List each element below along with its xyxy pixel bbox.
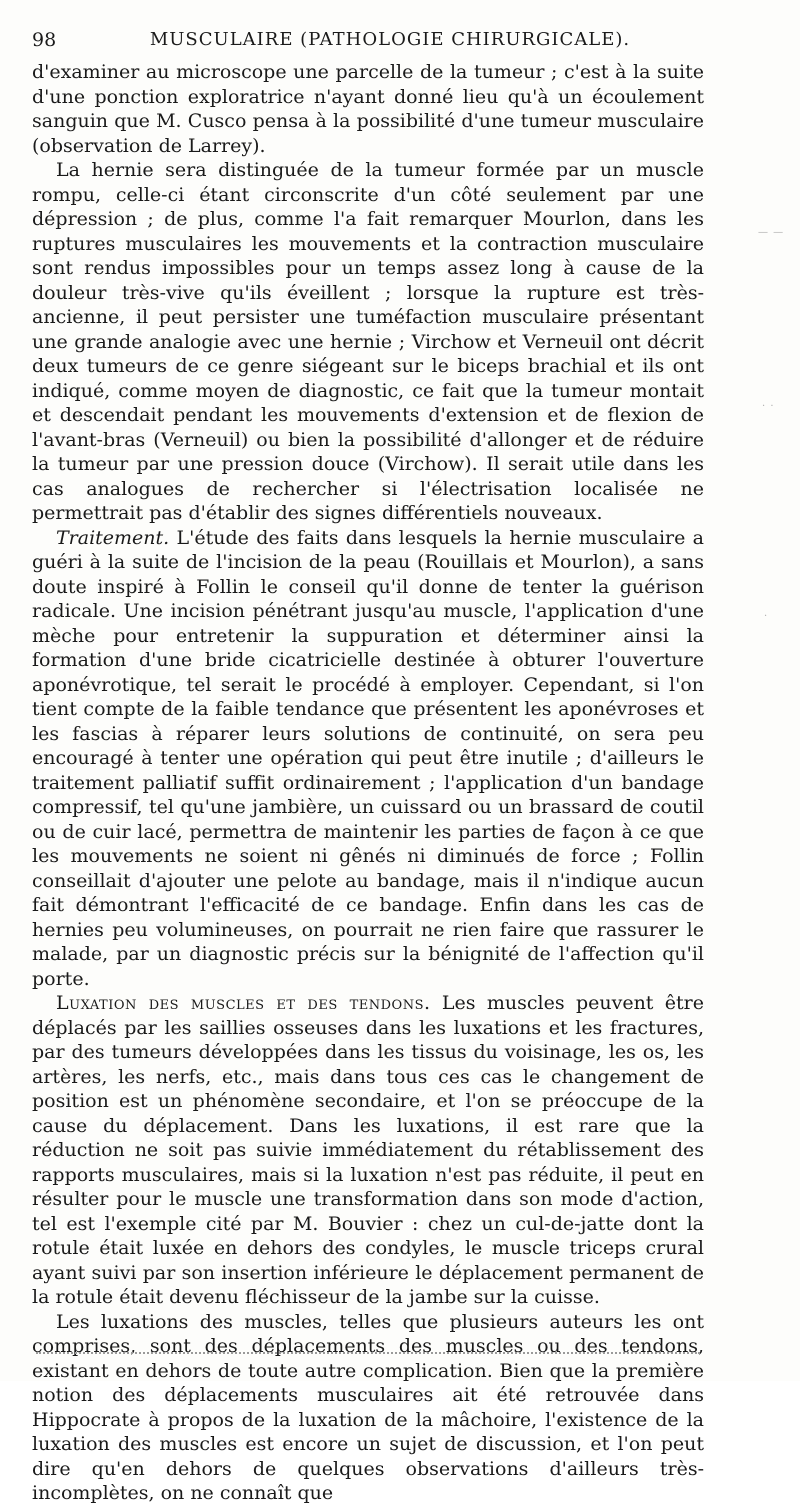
section-heading-luxation: Luxation des muscles et des tendons. <box>56 992 431 1014</box>
paragraph-luxation <box>32 991 704 1310</box>
paragraph-diagnosis: La hernie sera distinguée de la tumeur formée par un muscle rompu, celle-ci étant circonscrite d'un côté seulement par une dépression ; de plus, comme l'a fait remarquer Mourlon, dans les ruptures musculaires les mouvements et la contraction musculaire sont rendus impossibles pour un temps assez long à cause de la douleur très-vive qu'ils éveillent ; lorsque la rupture est très-ancienne, il peut persister une tuméfaction musculaire présentant une grande analogie avec une hernie ; Virchow et Verneuil ont décrit deux tumeurs de ce genre siégeant sur le biceps brachial et ils ont indiqué, comme moyen de diagnostic, ce fait que la tumeur montait et descendait pendant les mouvements d'extension et de flexion de l'avant-bras (Verneuil) ou bien la possibilité d'allonger et de réduire la tumeur par une pression douce (Virchow). Il serait utile dans les cas analogues de rechercher si l'électrisation localisée ne permettrait pas d'établir des signes différentiels nouveaux. <box>32 159 704 524</box>
margin-speck: · · <box>762 401 775 412</box>
footer-dotted-rule <box>36 1352 700 1354</box>
body-text <box>32 60 704 1506</box>
paragraph-treatment <box>32 526 704 992</box>
luxation-text: Les muscles peuvent être déplacés par les saillies osseuses dans les luxations et les fractures, par des tumeurs développées dans les tissus du voisinage, les os, les artères, les nerfs, etc., mais dans tous ces cas le changement de position est un phénomène secondaire, et l'on se préoccupe de la cause du déplacement. Dans les luxations, il est rare que la réduction ne soit pas suivie immédiatement du rétablissement des rapports musculaires, mais si la luxation n'est pas réduite, il peut en résulter pour le muscle une transformation dans son mode d'action, tel est l'exemple cité par M. Bouvier : chez un cul-de-jatte dont la rotule était luxée en dehors des condyles, le muscle triceps crural ayant suivi par son insertion inférieure le déplacement permanent de la rotule était devenu fléchisseur de la jambe sur la cuisse. <box>32 992 704 1308</box>
page-header <box>32 28 748 52</box>
margin-speck: — — <box>758 227 785 238</box>
treatment-text: L'étude des faits dans lesquels la hernie musculaire a guéri à la suite de l'incision de la peau (Rouillais et Mourlon), a sans doute inspiré à Follin le conseil qu'il donne de tenter la guérison radicale. Une incision pénétrant jusqu'au muscle, l'application d'une mèche pour entretenir la suppuration et déterminer ainsi la formation d'une bride cicatricielle destinée à obturer l'ouverture aponévrotique, tel serait le procédé à employer. Cependant, si l'on tient compte de la faible tendance que présentent les aponévroses et les fascias à réparer leurs solutions de continuité, on sera peu encouragé à tenter une opération qui peut être inutile ; d'ailleurs le traitement palliatif suffit ordinairement ; l'application d'un bandage compressif, tel qu'une jambière, un cuissard ou un brassard de coutil ou de cuir lacé, permettra de maintenir les parties de façon à ce que les mouvements ne soient ni gênés ni diminués de force ; Follin conseillait d'ajouter une pelote au bandage, mais il n'indique aucun fait démontrant l'efficacité de ce bandage. Enfin dans les cas de hernies peu volumineuses, on pourrait ne rien faire que rassurer le malade, par un diagnostic précis sur la bénignité de l'affection qu'il porte. <box>32 526 704 990</box>
page-number: 98 <box>32 29 57 51</box>
paragraph-continuation: d'examiner au microscope une parcelle de la tumeur ; c'est à la suite d'une ponction exploratrice n'ayant donné lieu qu'à un écoulement sanguin que M. Cusco pensa à la possibilité d'une tumeur musculaire (observation de Larrey). <box>32 61 704 157</box>
margin-speck: · <box>764 611 769 622</box>
running-title: MUSCULAIRE (PATHOLOGIE CHIRURGICALE). <box>149 29 631 50</box>
paragraph-luxation-muscles: Les luxations des muscles, telles que plusieurs auteurs les ont comprises, sont des déplacements des muscles ou des tendons, existant en dehors de toute autre complication. Bien que la première notion des déplacements musculaires ait été retrouvée dans Hippocrate à propos de la luxation de la mâchoire, l'existence de la luxation des muscles est encore un sujet de discussion, et l'on peut dire qu'en dehors de quelques observations d'ailleurs très-incomplètes, on ne connaît que <box>32 1310 704 1504</box>
section-heading-treatment: Traitement. <box>56 526 170 549</box>
